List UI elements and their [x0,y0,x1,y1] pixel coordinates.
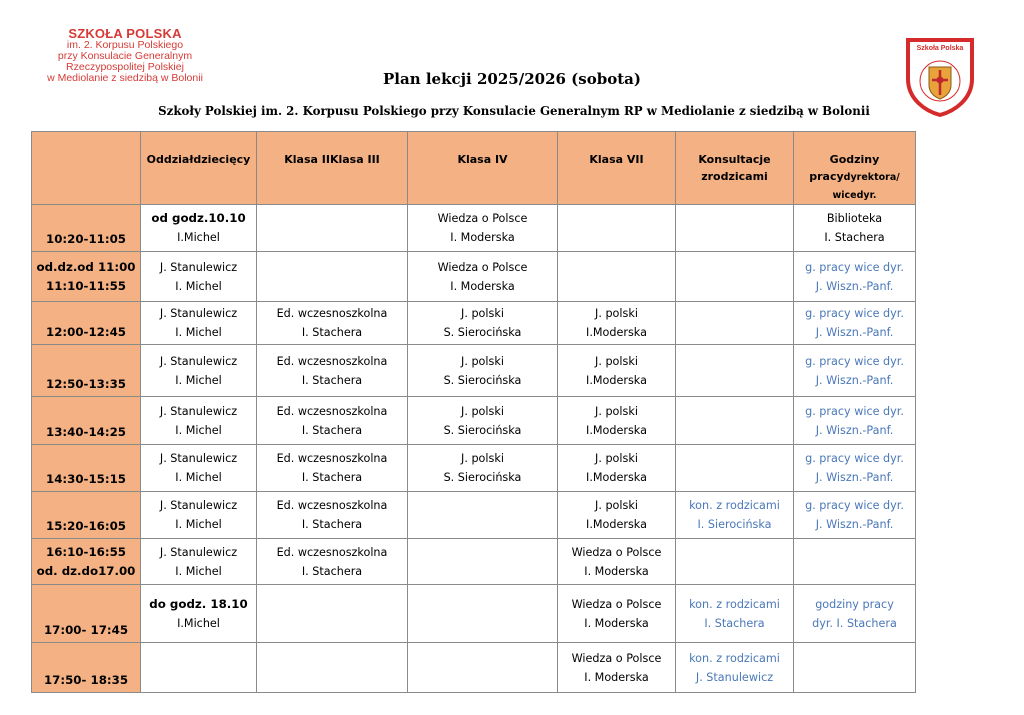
cell-oddzial: od godz.10.10 I.Michel [141,205,257,252]
cell-konsultacje [676,539,794,585]
logo-line-5: w Mediolanie z siedzibą w Bolonii [47,72,203,84]
header-time [32,132,141,205]
cell-konsultacje [676,345,794,397]
cell-time: 16:10-16:55 od. dz.do17.00 [32,539,141,585]
cell-klasa-7 [558,205,676,252]
cell-klasa-2-3: Ed. wczesnoszkolna I. Stachera [257,345,408,397]
cell-klasa-4: Wiedza o Polsce I. Moderska [408,205,558,252]
cell-time: 12:50-13:35 [32,345,141,397]
table-row [32,492,916,539]
header-klasa-4: Klasa IV [408,132,558,205]
cell-godziny: g. pracy wice dyr. J. Wiszn.-Panf. [794,345,916,397]
cell-time: 15:20-16:05 [32,492,141,539]
cell-time: 17:50- 18:35 [32,643,141,693]
cell-klasa-4 [408,492,558,539]
table-row [32,445,916,492]
cell-konsultacje: kon. z rodzicami J. Stanulewicz [676,643,794,693]
logo-line-3: przy Konsulacie Generalnym [57,50,193,62]
header-klasa-2-3: Klasa IIKlasa III [257,132,408,205]
cell-time: 17:00- 17:45 [32,585,141,643]
cell-klasa-2-3 [257,585,408,643]
table-row [32,539,916,585]
table-row [32,252,916,302]
crest-label: Szkoła Polska [916,45,964,52]
cell-godziny [794,643,916,693]
cell-godziny: Biblioteka I. Stachera [794,205,916,252]
cell-klasa-2-3: Ed. wczesnoszkolna I. Stachera [257,539,408,585]
cell-konsultacje: kon. z rodzicami I. Sierocińska [676,492,794,539]
cell-konsultacje [676,302,794,345]
cell-oddzial: J. Stanulewicz I. Michel [141,445,257,492]
cell-klasa-4: Wiedza o Polsce I. Moderska [408,252,558,302]
cell-oddzial: do godz. 18.10 I.Michel [141,585,257,643]
cell-klasa-7 [558,252,676,302]
table-row [32,585,916,643]
cell-klasa-4 [408,585,558,643]
cell-konsultacje [676,445,794,492]
cell-klasa-2-3: Ed. wczesnoszkolna I. Stachera [257,492,408,539]
cell-godziny: godziny pracy dyr. I. Stachera [794,585,916,643]
cell-klasa-2-3 [257,252,408,302]
cell-time: 12:00-12:45 [32,302,141,345]
cell-konsultacje [676,205,794,252]
cell-godziny: g. pracy wice dyr. J. Wiszn.-Panf. [794,252,916,302]
cell-godziny: g. pracy wice dyr. J. Wiszn.-Panf. [794,492,916,539]
logo-line-4: Rzeczypospolitej Polskiej [66,61,184,73]
cell-klasa-7: Wiedza o Polsce I. Moderska [558,585,676,643]
cell-klasa-7: J. polski I.Moderska [558,492,676,539]
cell-klasa-2-3 [257,205,408,252]
cell-time: 14:30-15:15 [32,445,141,492]
cell-oddzial [141,643,257,693]
cell-klasa-7: J. polski I.Moderska [558,445,676,492]
cell-oddzial: J. Stanulewicz I. Michel [141,302,257,345]
cell-oddzial: J. Stanulewicz I. Michel [141,397,257,445]
cell-godziny: g. pracy wice dyr. J. Wiszn.-Panf. [794,445,916,492]
cell-oddzial: J. Stanulewicz I. Michel [141,252,257,302]
lesson-schedule-table [31,131,916,693]
table-row [32,205,916,252]
cell-klasa-4 [408,643,558,693]
cell-godziny: g. pracy wice dyr. J. Wiszn.-Panf. [794,302,916,345]
cell-time: od.dz.od 11:00 11:10-11:55 [32,252,141,302]
logo-line-1: SZKOŁA POLSKA [68,26,182,41]
cell-klasa-7: J. polski I.Moderska [558,397,676,445]
header-godziny: Godziny pracydyrektora/ wicedyr. [794,132,916,205]
table-header-row [32,132,916,205]
cell-klasa-7: J. polski I.Moderska [558,302,676,345]
cell-oddzial: J. Stanulewicz I. Michel [141,345,257,397]
cell-klasa-2-3: Ed. wczesnoszkolna I. Stachera [257,397,408,445]
cell-klasa-7: J. polski I.Moderska [558,345,676,397]
table-row [32,397,916,445]
cell-klasa-4: J. polski S. Sierocińska [408,445,558,492]
cell-konsultacje [676,252,794,302]
cell-klasa-4: J. polski S. Sierocińska [408,397,558,445]
cell-oddzial: J. Stanulewicz I. Michel [141,492,257,539]
cell-godziny: g. pracy wice dyr. J. Wiszn.-Panf. [794,397,916,445]
cell-klasa-7: Wiedza o Polsce I. Moderska [558,539,676,585]
cell-time: 10:20-11:05 [32,205,141,252]
cell-klasa-2-3: Ed. wczesnoszkolna I. Stachera [257,302,408,345]
cell-time: 13:40-14:25 [32,397,141,445]
cell-konsultacje [676,397,794,445]
header-oddzial: Oddziałdziecięcy [141,132,257,205]
table-row [32,345,916,397]
cell-klasa-4: J. polski S. Sierocińska [408,345,558,397]
cell-klasa-4: J. polski S. Sierocińska [408,302,558,345]
logo-line-2: im. 2. Korpusu Polskiego [66,39,184,51]
cell-klasa-4 [408,539,558,585]
header-klasa-7: Klasa VII [558,132,676,205]
page-subtitle: Szkoły Polskiej im. 2. Korpusu Polskiego przy Konsulacie Generalnym RP w Mediolanie z siedzibą w Bolonii [158,104,870,118]
cell-konsultacje: kon. z rodzicami I. Stachera [676,585,794,643]
cell-godziny [794,539,916,585]
cell-klasa-2-3: Ed. wczesnoszkolna I. Stachera [257,445,408,492]
cell-klasa-7: Wiedza o Polsce I. Moderska [558,643,676,693]
table-row [32,643,916,693]
cell-oddzial: J. Stanulewicz I. Michel [141,539,257,585]
table-row [32,302,916,345]
header-konsultacje: Konsultacje zrodzicami [676,132,794,205]
page-title: Plan lekcji 2025/2026 (sobota) [383,70,641,88]
cell-klasa-2-3 [257,643,408,693]
